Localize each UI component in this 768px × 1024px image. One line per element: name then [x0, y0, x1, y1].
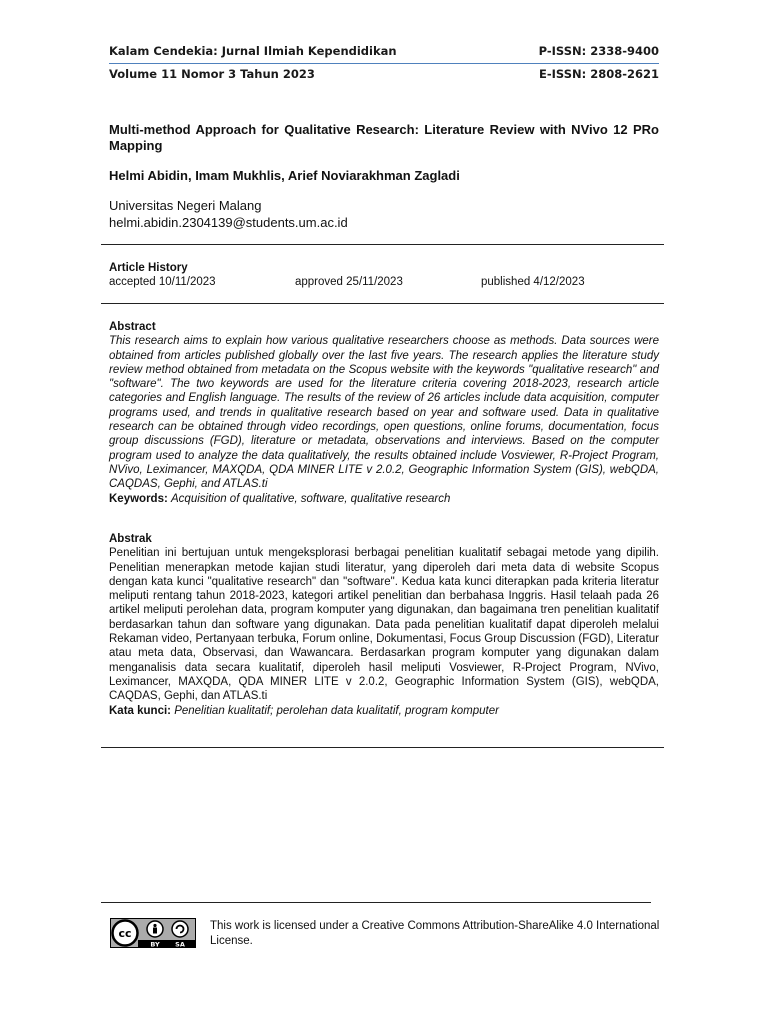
abstract-heading: Abstract	[109, 321, 156, 333]
volume-header	[109, 67, 659, 81]
author-list: Helmi Abidin, Imam Mukhlis, Arief Noviarakhman Zagladi	[109, 168, 460, 183]
paper-title: Multi-method Approach for Qualitative Research: Literature Review with NVivo 12 PRo Mapping	[109, 122, 659, 153]
print-issn: P-ISSN: 2338-9400	[538, 44, 659, 58]
affiliation: Universitas Negeri Malang	[109, 198, 262, 213]
keywords-label: Keywords:	[109, 492, 168, 505]
abstrak-text: Penelitian ini bertujuan untuk mengeksplorasi berbagai penelitian kualitatif sebagai metode yang dipilih. Penelitian menerapkan metode kajian studi literatur, yang diperoleh dari meta data di website Scopus dengan kata kunci "qualitative research" dan "software". Kedua kata kunci diterapkan pada kriteria literatur meliputi rentang tahun 2018-2023, kategori artikel penelitian dan berbahasa Inggris. Hasil telaah pada 26 artikel meliputi perolehan data, program komputer yang digunakan, dan bagaimana tren penelitian kualitatif berdasarkan tahun dan software yang digunakan. Data pada penelitian kualitatif dapat diperoleh melalui Rekaman video, Pertanyaan terbuka, Forum online, Dokumentasi, Focus Group Discussion (FGD), Literatur atau meta data, Observasi, dan Wawancara. Berdasarkan program komputer yang digunakan dalam menganalisis data secara kualitatif, diperoleh hasil meliputi Vosviewer, R-Project Program, NVivo, Leximancer, MAXQDA, QDA MINER LITE v 2.0.2, Geographic Information System (GIS), webQDA, CAQDAS, Gephi, dan ATLAS.ti	[109, 547, 659, 703]
abstract-indonesian	[109, 532, 659, 718]
kata-kunci-line	[109, 704, 659, 718]
section-divider	[101, 747, 664, 748]
keywords-values: Acquisition of qualitative, software, qualitative research	[171, 492, 451, 505]
journal-name: Kalam Cendekia: Jurnal Ilmiah Kependidikan	[109, 44, 397, 58]
abstrak-heading: Abstrak	[109, 533, 152, 545]
header-divider	[109, 63, 659, 64]
share-alike-icon	[172, 921, 188, 937]
electronic-issn: E-ISSN: 2808-2621	[539, 67, 659, 81]
section-divider	[101, 244, 664, 245]
section-divider	[101, 303, 664, 304]
keywords-line	[109, 492, 659, 506]
by-label: BY	[150, 940, 160, 948]
affiliation-block	[109, 198, 348, 231]
cc-badge-text: cc	[118, 927, 132, 940]
kata-kunci-values: Penelitian kualitatif; perolehan data kualitatif, program komputer	[174, 704, 499, 717]
abstract-text: This research aims to explain how various qualitative researchers choose as methods. Data sources were obtained from articles published globally over the last five years. The research applies the literature study review method obtained from metadata on the Scopus website with the keywords "qualitative research" and "software". The two keywords are used for the literature criteria covering 2018-2023, research article categories and English language. The results of the review of 26 articles include data acquisition, computer programs used, and trends in qualitative research based on year and software used. Data in qualitative research can be obtained through video recordings, open questions, online forums, documentation, focus group discussions (FGD), literature or metadata, observations and interviews. Based on the computer program used to analyze the data qualitatively, the results obtained include Vosviewer, R-Project Program, NVivo, Leximancer, MAXQDA, QDA MINER LITE v 2.0.2, Geographic Information System (GIS), webQDA, CAQDAS, Gephi, and ATLAS.ti	[109, 335, 659, 491]
journal-header	[109, 44, 659, 58]
article-history	[109, 262, 669, 290]
volume-info: Volume 11 Nomor 3 Tahun 2023	[109, 67, 315, 81]
kata-kunci-label: Kata kunci:	[109, 704, 171, 717]
sa-label: SA	[175, 940, 185, 948]
footer-divider	[101, 902, 651, 903]
accepted-date: accepted 10/11/2023	[109, 276, 216, 288]
approved-date: approved 25/11/2023	[295, 276, 403, 288]
history-label: Article History	[109, 262, 188, 274]
author-email: helmi.abidin.2304139@students.um.ac.id	[109, 214, 348, 230]
cc-by-sa-license-icon	[110, 918, 196, 948]
license-text: This work is licensed under a Creative Commons Attribution-ShareAlike 4.0 International License.	[210, 920, 660, 947]
published-date: published 4/12/2023	[481, 276, 585, 288]
abstract-english	[109, 320, 659, 506]
